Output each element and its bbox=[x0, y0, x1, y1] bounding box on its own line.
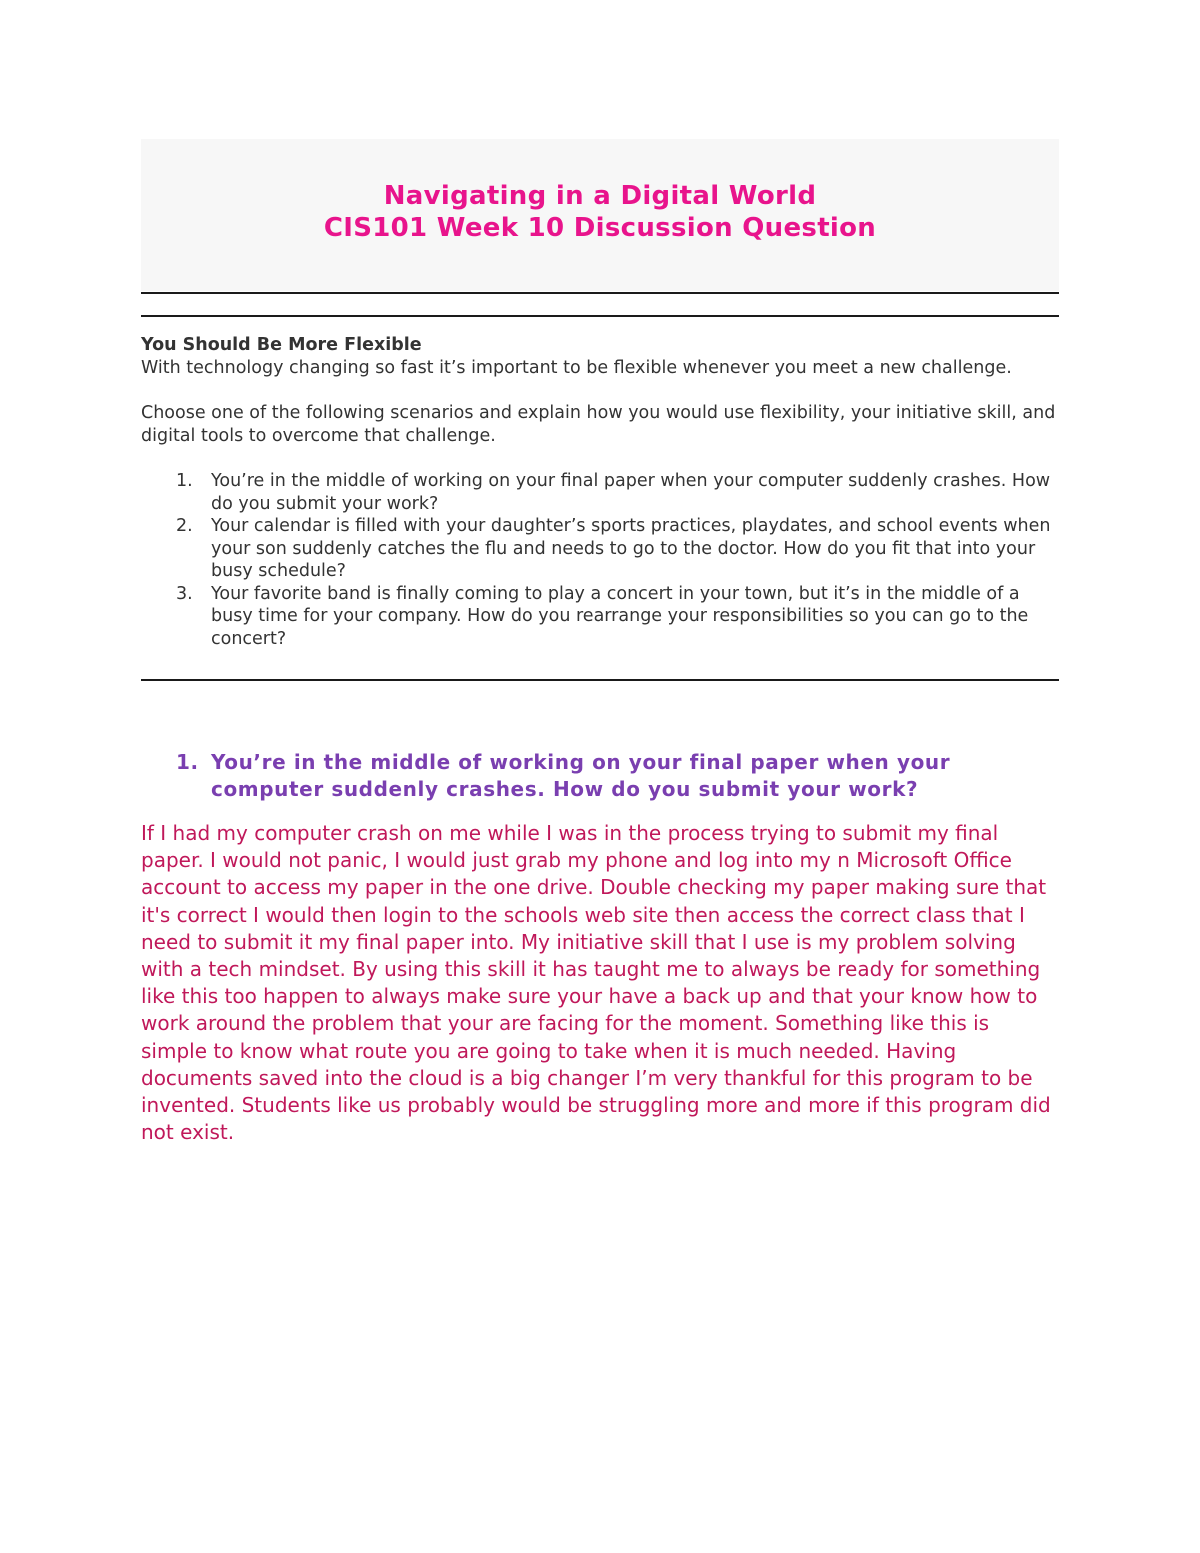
list-item bbox=[141, 583, 1059, 651]
list-item-text: Your calendar is filled with your daughter’s sports practices, playdates, and school events when your son suddenly catches the flu and needs to go to the doctor. How do you fit that into your busy schedule? bbox=[211, 516, 1051, 581]
answer-question-text: You’re in the middle of working on your final paper when your computer suddenly crashes. How do you submit your work? bbox=[211, 750, 951, 801]
list-item bbox=[141, 515, 1059, 583]
document-subtitle: CIS101 Week 10 Discussion Question bbox=[323, 213, 877, 243]
answer-question-heading bbox=[141, 749, 1059, 803]
horizontal-rule-top bbox=[141, 292, 1059, 294]
horizontal-rule-bottom bbox=[141, 679, 1059, 681]
prompt-instruction: Choose one of the following scenarios and explain how you would use flexibility, your initiative skill, and digital tools to overcome that challenge. bbox=[141, 403, 1056, 446]
list-item bbox=[141, 470, 1059, 515]
prompt-heading: You Should Be More Flexible bbox=[141, 335, 422, 355]
paragraph-spacer bbox=[141, 379, 1059, 402]
list-item-number: 3. bbox=[176, 583, 193, 604]
scenario-list bbox=[141, 470, 1059, 650]
list-item-text: You’re in the middle of working on your final paper when your computer suddenly crashes. How do you submit your work? bbox=[211, 471, 1051, 514]
answer-question-number: 1. bbox=[176, 750, 199, 774]
horizontal-rule-second bbox=[141, 315, 1059, 317]
list-item-number: 1. bbox=[176, 471, 193, 491]
discussion-prompt bbox=[141, 334, 1059, 650]
list-item-number: 2. bbox=[176, 516, 193, 536]
answer-body-text: If I had my computer crash on me while I was in the process trying to submit my final paper. I would not panic, I would just grab my phone and log into my n Microsoft Office account to access my paper in the one drive. Double checking my paper making sure that it's correct I would then login to the schools web site then access the correct class that I need to submit it my final paper into. My initiative skill that I use is my problem solving with a tech mindset. By using this skill it has taught me to always be ready for something like this too happen to always make sure your have a back up and that your know how to work around the problem that your are facing for the moment. Something like this is simple to know what route you are going to take when it is much needed. Having documents saved into the cloud is a big changer I’m very thankful for this program to be invented. Students like us probably would be struggling more and more if this program did not exist. bbox=[141, 821, 1051, 1145]
prompt-intro: With technology changing so fast it’s important to be flexible whenever you meet a new challenge. bbox=[141, 357, 1012, 378]
document-title: Navigating in a Digital World bbox=[383, 181, 817, 211]
list-item-text: Your favorite band is finally coming to play a concert in your town, but it’s in the middle of a busy time for your company. How do you rearrange your responsibilities so you can go to the concert? bbox=[211, 583, 1029, 649]
